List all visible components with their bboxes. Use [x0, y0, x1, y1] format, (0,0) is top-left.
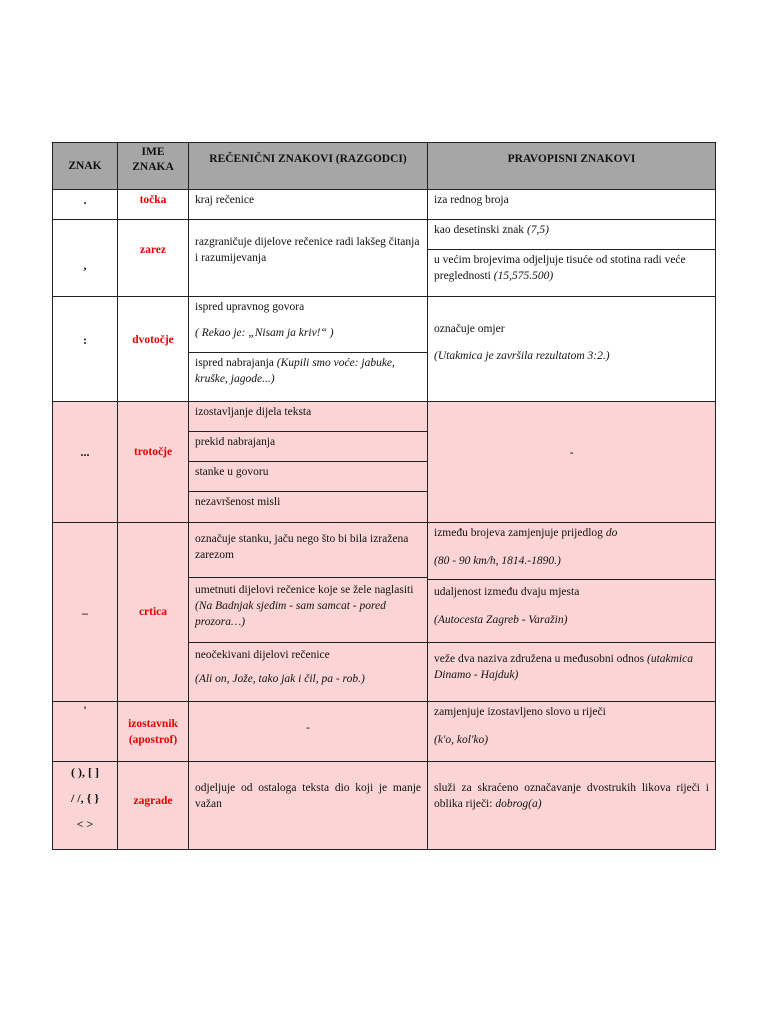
row-crtica-pravopisni-3: veže dva naziva združena u međusobni odnos (utakmica Dinamo - Hajduk): [427, 642, 716, 702]
row-trotocje-ime: trotočje: [117, 401, 189, 523]
row-crtica-recenicni-2: umetnuti dijelovi rečenice koje se žele naglasiti (Na Badnjak sjedim - sam samcat - pored prozora…): [188, 577, 428, 643]
header-ime-znaka: [117, 142, 189, 190]
header-ime-line1: IME: [141, 146, 165, 158]
header-ime-line2: ZNAKA: [132, 161, 174, 173]
row-izostavnik-recenicni: -: [188, 701, 428, 762]
row-zarez-recenicni: razgraničuje dijelove rečenice radi lakšeg čitanja i razumijevanja: [188, 219, 428, 297]
header-pravopisni-label: PRAVOPISNI ZNAKOVI: [507, 153, 636, 165]
row-trotocje-pravopisni: -: [427, 401, 716, 523]
row-dvotocje-znak: :: [52, 296, 118, 402]
row-zagrade-recenicni: odjeljuje od ostaloga teksta dio koji je manje važan: [188, 761, 428, 850]
row-tocka-pravopisni: iza rednog broja: [427, 189, 716, 220]
row-zagrade-znak: ( ), [ ] / /, { } < >: [52, 761, 118, 850]
row-crtica-pravopisni-1: između brojeva zamjenjuje prijedlog do (80 - 90 km/h, 1814.-1890.): [427, 522, 716, 580]
row-crtica-znak: –: [52, 522, 118, 702]
row-dvotocje-ime: dvotočje: [117, 296, 189, 402]
row-zagrade-pravopisni: služi za skraćeno označavanje dvostrukih likova riječi i oblika riječi: dobrog(a): [427, 761, 716, 850]
row-trotocje-recenicni-1: izostavljanje dijela teksta: [188, 401, 428, 432]
row-zarez-pravopisni-2: u većim brojevima odjeljuje tisuće od stotina radi veće preglednosti (15,575.500): [427, 249, 716, 297]
row-crtica-ime: crtica: [117, 522, 189, 702]
row-dvotocje-pravopisni: označuje omjer (Utakmica je završila rezultatom 3:2.): [427, 296, 716, 402]
header-pravopisni: [427, 142, 716, 190]
row-zarez-ime: zarez: [117, 219, 189, 297]
row-izostavnik-ime: izostavnik (apostrof): [117, 701, 189, 762]
row-tocka-recenicni: kraj rečenice: [188, 189, 428, 220]
row-zarez-znak: ,: [52, 219, 118, 297]
row-zarez-pravopisni-1: kao desetinski znak (7,5): [427, 219, 716, 250]
row-zagrade-ime: zagrade: [117, 761, 189, 850]
row-crtica-recenicni-1: označuje stanku, jaču nego što bi bila izražena zarezom: [188, 522, 428, 578]
row-izostavnik-pravopisni: zamjenjuje izostavljeno slovo u riječi (k'o, kol'ko): [427, 701, 716, 762]
row-crtica-pravopisni-2: udaljenost između dvaju mjesta (Autocesta Zagreb - Varažin): [427, 579, 716, 643]
row-trotocje-recenicni-3: stanke u govoru: [188, 461, 428, 492]
row-izostavnik-znak: ': [52, 701, 118, 762]
row-dvotocje-recenicni-2: ispred nabrajanja (Kupili smo voće: jabuke, kruške, jagode...): [188, 352, 428, 402]
header-recenicni-label: REČENIČNI ZNAKOVI (RAZGODCI): [209, 153, 407, 165]
row-trotocje-recenicni-2: prekid nabrajanja: [188, 431, 428, 462]
punctuation-table: [52, 142, 716, 850]
header-recenicni: [188, 142, 428, 190]
row-dvotocje-recenicni-1: ispred upravnog govora ( Rekao je: „Nisam ja kriv!“ ): [188, 296, 428, 353]
row-trotocje-znak: ...: [52, 401, 118, 523]
header-znak: [52, 142, 118, 190]
row-tocka-ime: točka: [117, 189, 189, 220]
row-tocka-znak: .: [52, 189, 118, 220]
row-trotocje-recenicni-4: nezavršenost misli: [188, 491, 428, 523]
header-znak-label: ZNAK: [68, 160, 102, 172]
row-crtica-recenicni-3: neočekivani dijelovi rečenice (Ali on, Jože, tako jak i čil, pa - rob.): [188, 642, 428, 702]
